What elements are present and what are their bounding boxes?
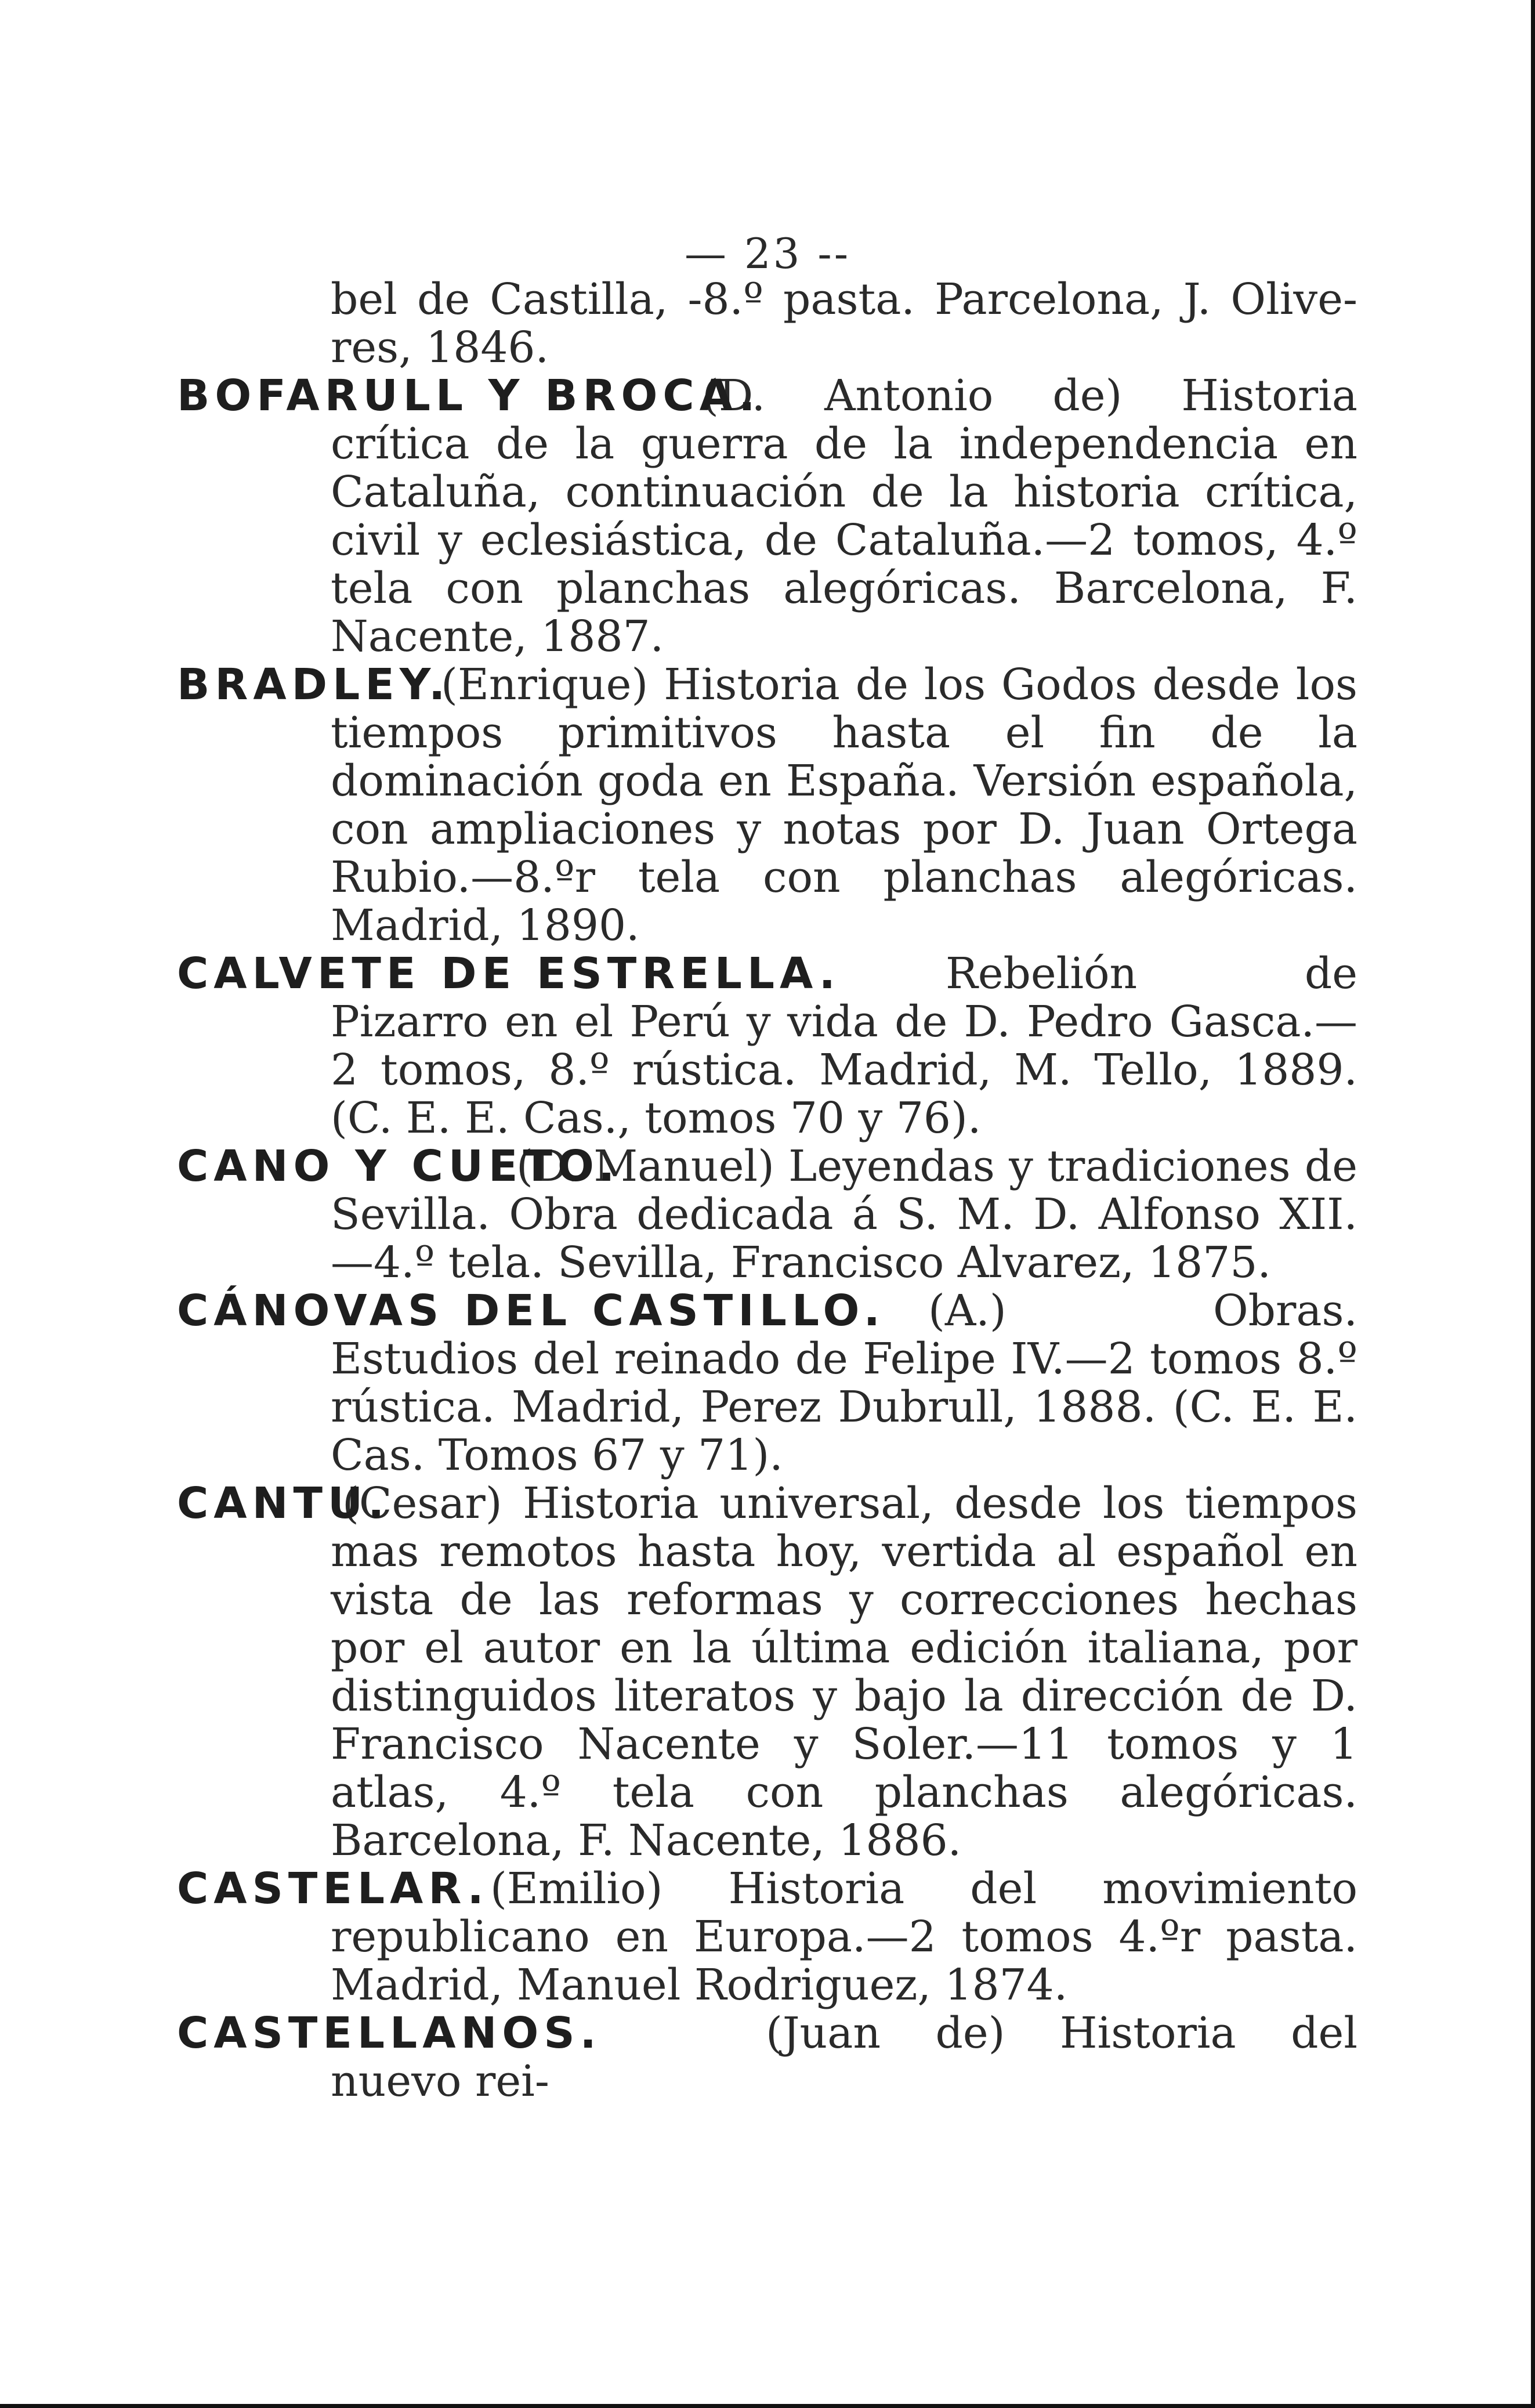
- entry-text: (Emilio) Historia del movimiento republicano en Europa.—2 tomos 4.ºr pasta. Madrid, Manuel Rodriguez, 1874.: [331, 1864, 1357, 2010]
- page-number: — 23 --: [684, 229, 851, 278]
- entry-text: (Juan de) Historia del nuevo rei-: [331, 2008, 1357, 2106]
- entry-continuation: [177, 276, 1357, 372]
- entry-author: BOFARULL Y BROCA.: [177, 371, 761, 421]
- entry-castelar: [177, 1865, 1357, 2009]
- entry-bradley: [177, 661, 1357, 950]
- entry-text: (Cesar) Historia universal, desde los tiempos mas remotos hasta hoy, vertida al español en vista de las reformas y correcciones hechas por el autor en la última edición italiana, por distinguidos literatos y bajo la dirección de D. Francisco Nacente y Soler.—11 tomos y 1 atlas, 4.º tela con planchas alegóricas. Barcelona, F. Nacente, 1886.: [331, 1478, 1357, 1865]
- entry-castellanos: [177, 2009, 1357, 2106]
- bibliography-text: [177, 276, 1357, 2106]
- entry-cano: [177, 1142, 1357, 1287]
- entry-text: (A.) Obras. Estudios del reinado de Felipe IV.—2 tomos 8.º rústica. Madrid, Perez Dubrull, 1888. (C. E. E. Cas. Tomos 67 y 71).: [331, 1286, 1357, 1480]
- entry-author: CÁNOVAS DEL CASTILLO.: [177, 1286, 885, 1336]
- entry-cantu: [177, 1480, 1357, 1865]
- entry-author: CASTELAR.: [177, 1864, 489, 1914]
- entry-text: (D. Antonio de) Historia crítica de la guerra de la independencia en Cataluña, continuación de la historia crítica, civil y eclesiástica, de Cataluña.—2 tomos, 4.º tela con planchas alegóricas. Barcelona, F. Nacente, 1887.: [331, 371, 1357, 661]
- entry-text: (Enrique) Historia de los Godos desde los tiempos primitivos hasta el fin de la dominación goda en España. Versión española, con ampliaciones y notas por D. Juan Ortega Rubio.—8.ºr tela con planchas alegóricas. Madrid, 1890.: [331, 660, 1357, 950]
- entry-text: (D. Manuel) Leyendas y tradiciones de Sevilla. Obra dedicada á S. M. D. Alfonso XII.—4.º tela. Sevilla, Francisco Alvarez, 1875.: [331, 1141, 1357, 1288]
- entry-calvete: [177, 950, 1357, 1142]
- entry-author: CANTU.: [177, 1478, 390, 1528]
- entry-text: bel de Castilla, -8.º pasta. Parcelona, J. Olive-res, 1846.: [331, 274, 1357, 373]
- entry-author: CANO Y CUETO.: [177, 1141, 620, 1191]
- entry-author: CASTELLANOS.: [177, 2008, 602, 2058]
- entry-author: BRADLEY.: [177, 660, 451, 710]
- entry-author: CALVETE DE ESTRELLA.: [177, 949, 841, 999]
- entry-canovas: [177, 1287, 1357, 1480]
- entry-bofarull: [177, 372, 1357, 661]
- entry-text: Rebelión de Pizarro en el Perú y vida de D. Pedro Gasca.—2 tomos, 8.º rústica. Madrid, M. Tello, 1889. (C. E. E. Cas., tomos 70 y 76).: [331, 949, 1357, 1143]
